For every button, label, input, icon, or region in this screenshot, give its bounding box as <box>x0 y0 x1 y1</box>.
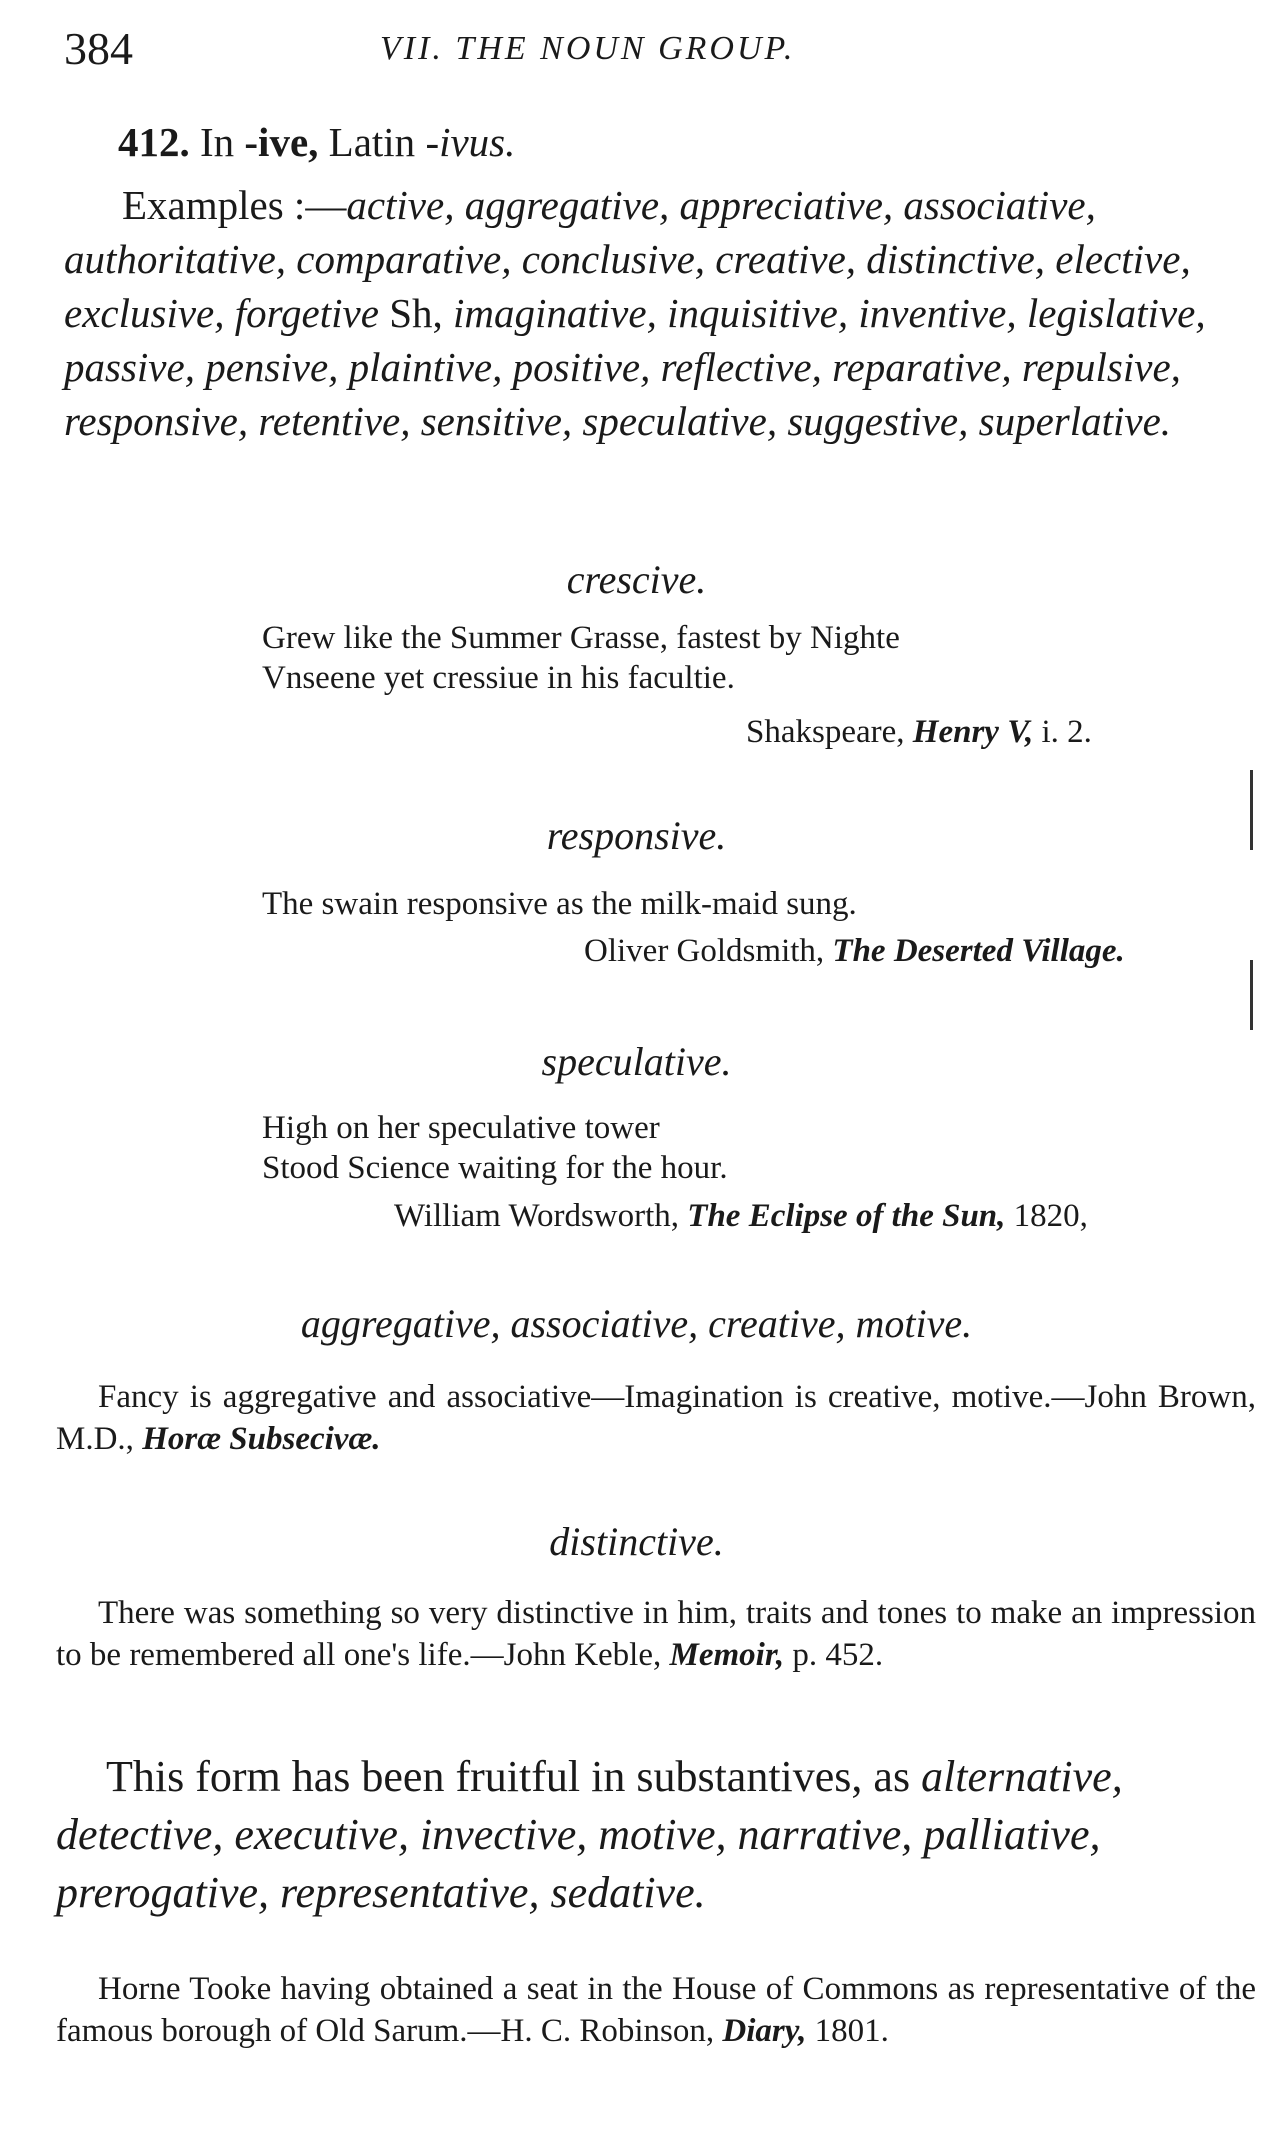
section-heading <box>118 118 515 166</box>
running-title: VII. THE NOUN GROUP. <box>380 30 796 67</box>
heading-latin: -ivus. <box>425 119 516 165</box>
cite-work: Memoir, <box>669 1637 785 1673</box>
crescive-citation <box>746 714 1092 751</box>
cite-author: Shakspeare, <box>746 714 905 750</box>
quote-text: There was something so very distinctive in him, traits and tones to make an impression to be remembered all one's life.—John Keble, <box>56 1595 1256 1673</box>
horne-tooke-quote <box>56 1968 1256 2052</box>
cite-work: Diary, <box>722 2013 807 2049</box>
cite-work: The Eclipse of the Sun, <box>687 1198 1006 1234</box>
cite-author: William Wordsworth, <box>394 1198 680 1234</box>
verse-line: Stood Science waiting for the hour. <box>262 1150 728 1186</box>
cite-year: 1801. <box>814 2013 889 2049</box>
responsive-heading: responsive. <box>546 813 727 858</box>
examples-lead: Examples :— <box>122 182 347 228</box>
cite-work: Henry V, <box>912 714 1034 750</box>
cite-author: Oliver Goldsmith, <box>584 933 825 969</box>
examples-paragraph <box>64 178 1254 448</box>
page-header <box>0 22 1273 82</box>
aggregative-heading: aggregative, associative, creative, motive. <box>300 1301 973 1346</box>
heading-suffix: -ive, <box>244 119 319 165</box>
distinctive-quote <box>56 1592 1256 1676</box>
heading-text-a: In <box>200 119 235 165</box>
examples-list-2: imaginative, inquisitive, inventive, legislative, passive, pensive, plaintive, positive, reflective, reparative, repulsive, responsive, retentive, sensitive, speculative, suggestive, superlative. <box>64 290 1206 444</box>
aggregative-quote <box>56 1376 1256 1460</box>
verse-line: Vnseene yet cressiue in his facultie. <box>262 660 735 696</box>
responsive-quote <box>262 884 857 924</box>
verse-line: High on her speculative tower <box>262 1110 660 1146</box>
paragraph-lead: This form has been fruitful in substantives, as <box>106 1752 922 1801</box>
section-number: 412. <box>118 119 190 165</box>
verse-line: The swain responsive as the milk-maid sung. <box>262 886 857 922</box>
cite-work: Horæ Subsecivæ. <box>142 1421 381 1457</box>
page-number: 384 <box>64 23 133 74</box>
cite-loc: i. 2. <box>1041 714 1092 750</box>
heading-text-b: Latin <box>328 119 416 165</box>
crescive-heading: crescive. <box>566 557 707 602</box>
cite-page: p. 452. <box>792 1637 884 1673</box>
speculative-citation <box>394 1198 1088 1235</box>
verse-line: Grew like the Summer Grasse, fastest by Nighte <box>262 620 900 656</box>
quote-text: Horne Tooke having obtained a seat in the House of Commons as representative of the famous borough of Old Sarum.—H. C. Robinson, <box>56 1971 1256 2049</box>
quote-text: Fancy is aggregative and associative—Imagination is creative, motive.—John Brown, M.D., <box>56 1379 1256 1457</box>
cite-year: 1820, <box>1013 1198 1088 1234</box>
crescive-quote <box>262 618 900 698</box>
responsive-citation <box>584 933 1125 970</box>
speculative-heading: speculative. <box>541 1039 732 1084</box>
cite-work: The Deserted Village. <box>832 933 1125 969</box>
examples-list-1: active, aggregative, appreciative, associative, authoritative, comparative, conclusive, creative, distinctive, elective, exclusive, forgetive <box>64 182 1191 336</box>
substantives-paragraph <box>56 1748 1256 1922</box>
speculative-quote <box>262 1108 728 1188</box>
distinctive-heading: distinctive. <box>549 1519 724 1564</box>
substantives-list: alternative, detective, executive, invective, motive, narrative, palliative, prerogative, representative, sedative. <box>56 1752 1123 1917</box>
margin-mark <box>1250 960 1253 1030</box>
sh-abbrev: Sh, <box>378 290 453 336</box>
margin-mark <box>1250 770 1253 850</box>
